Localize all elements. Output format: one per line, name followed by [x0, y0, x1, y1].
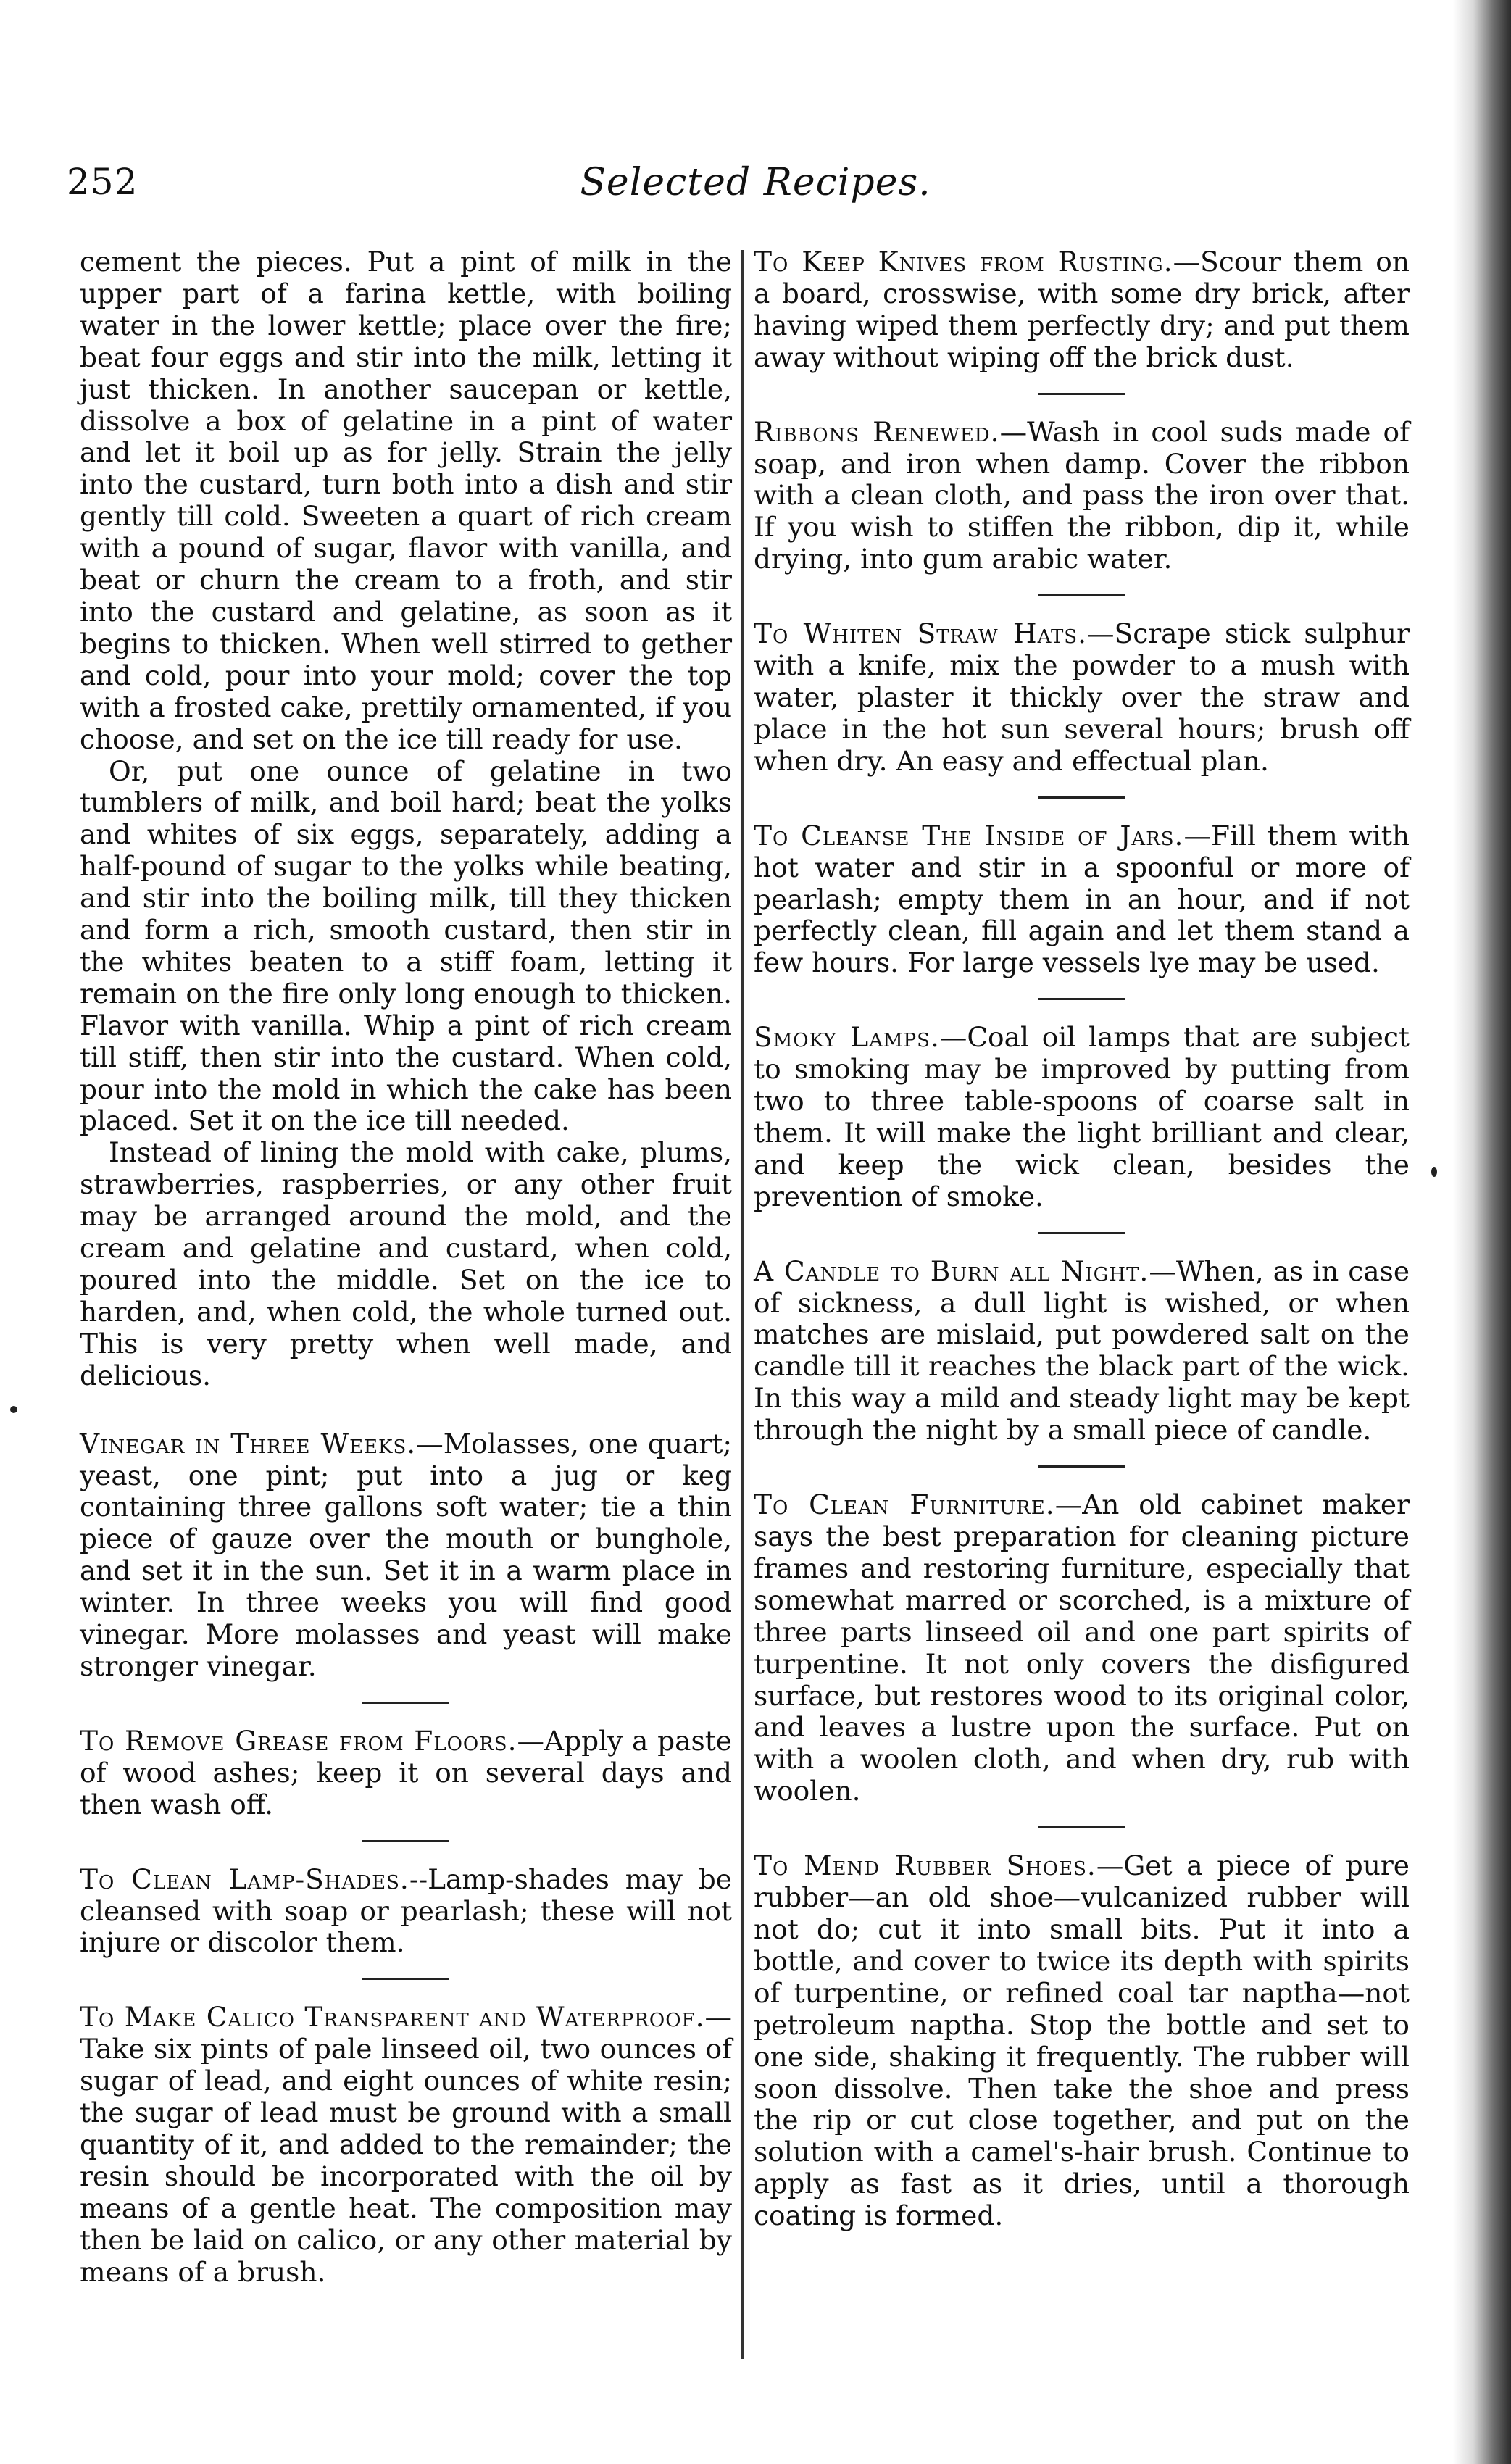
recipe-vinegar: [80, 1428, 732, 1683]
separator-rule: [1038, 796, 1125, 799]
recipe-title: To Mend Rubber Shoes.: [754, 1849, 1096, 1882]
recipe-keep-knives: [754, 246, 1410, 374]
section-gap: [80, 1392, 732, 1428]
separator-rule: [1038, 393, 1125, 395]
recipe-calico-waterproof: [80, 2002, 732, 2288]
recipe-remove-grease: [80, 1726, 732, 1821]
recipe-title: Smoky Lamps.: [754, 1021, 940, 1054]
recipe-body: —Scour them on a board, crosswise, with some dry brick, after having wiped them perfectly dry; and put them away without wiping off the brick dust.: [754, 246, 1410, 373]
recipe-body: —Wash in cool suds made of soap, and iron when damp. Cover the ribbon with a clean cloth, and pass the iron over that. If you wish to stiffen the ribbon, dip it, while drying, into gum arabic water.: [754, 415, 1410, 575]
recipe-body: —When, as in case of sickness, a dull light is wished, or when matches are mislaid, put powdered salt on the candle till it reaches the black part of the wick. In this way a mild and steady light may be kept through the night by a small piece of candle.: [754, 1254, 1410, 1447]
page-number: 252: [67, 161, 138, 203]
separator-rule: [362, 1702, 449, 1704]
separator-rule: [1038, 594, 1125, 596]
recipe-body: —Scrape stick sulphur with a knife, mix the powder to a mush with water, plaster it thickly over the straw and place in the hot sun several hours; brush off when dry. An easy and effectual plan.: [754, 617, 1410, 777]
recipe-body: —An old cabinet maker says the best preparation for cleaning picture frames and restoring furniture, especially that somewhat marred or scorched, is a mixture of three parts linseed oil and one part spirits of turpentine. It not only covers the disfigured surface, but restores wood to its original color, and leaves a lustre upon the surface. Put on with a woolen cloth, and when dry, rub with woolen.: [754, 1489, 1410, 1807]
separator-rule: [1038, 1826, 1125, 1828]
separator-rule: [1038, 998, 1125, 1000]
recipe-cleanse-jars: [754, 820, 1410, 980]
recipe-body: —Get a piece of pure rubber—an old shoe—vulcanized rubber will not do; cut it into small bits. Put it into a bottle, and cover to twice its depth with spirits of turpentine, or refined coal tar naptha—not petroleum naptha. Stop the bottle and set to one side, shaking it frequently. The rubber will soon dissolve. Then take the shoe and press the rip or cut close together, and put on the solution with a camel's-hair brush. Continue to apply as fast as it dries, until a thorough coating is formed.: [754, 1849, 1410, 2232]
recipe-body: —Take six pints of pale linseed oil, two ounces of sugar of lead, and eight ounces of white resin; the sugar of lead must be ground with a small quantity of it, and added to the remainder; the resin should be incorporated with the oil by means of a gentle heat. The composition may then be laid on calico, or any other material by means of a brush.: [80, 2001, 732, 2288]
recipe-title: Ribbons Renewed.: [754, 415, 1000, 448]
column-divider: [741, 250, 744, 2359]
right-column: [754, 246, 1410, 2232]
continued-paragraph: Or, put one ounce of gelatine in two tumblers of milk, and boil hard; beat the yolks and whites of six eggs, separately, adding a half-pound of sugar to the yolks while beating, and stir into the boiling milk, till they thicken and form a rich, smooth custard, then stir in the whites beaten to a stiff foam, letting it remain on the fire only long enough to thicken. Flavor with vanilla. Whip a pint of rich cream till stiff, then stir into the custard. When cold, pour into the mold in which the cake has been placed. Set it on the ice till needed.: [80, 754, 732, 1137]
recipe-mend-rubber-shoes: [754, 1850, 1410, 2232]
ink-speck: [10, 1406, 17, 1413]
recipe-title: To Whiten Straw Hats.: [754, 617, 1088, 650]
recipe-title: To Keep Knives from Rusting.: [754, 246, 1173, 278]
page-header: [0, 161, 1511, 219]
recipe-body: —Molasses, one quart; yeast, one pint; put into a jug or keg containing three gallons soft water; tie a thin piece of gauze over the mouth or bunghole, and set it in the sun. Set it in a warm place in winter. In three weeks you will find good vinegar. More molasses and yeast will make stronger vinegar.: [80, 1427, 732, 1682]
recipe-title: To Remove Grease from Floors.: [80, 1724, 517, 1757]
continued-paragraph: Instead of lining the mold with cake, plums, strawberries, raspberries, or any other fruit may be arranged around the mold, and the cream and gelatine and custard, when cold, poured into the middle. Set on the ice to harden, and, when cold, the whole turned out. This is very pretty when well made, and delicious.: [80, 1136, 732, 1391]
recipe-title: A Candle to Burn all Night.: [754, 1254, 1149, 1287]
recipe-clean-furniture: [754, 1489, 1410, 1807]
running-title: Selected Recipes.: [580, 161, 931, 204]
ink-speck: [1431, 1167, 1437, 1177]
left-column: [80, 246, 732, 2288]
recipe-whiten-straw-hats: [754, 618, 1410, 778]
continued-paragraph: cement the pieces. Put a pint of milk in the upper part of a farina kettle, with boiling water in the lower kettle; place over the fire; beat four eggs and stir into the milk, letting it just thicken. In another saucepan or kettle, dissolve a box of gelatine in a pint of water and let it boil up as for jelly. Strain the jelly into the custard, turn both into a dish and stir gently till cold. Sweeten a quart of rich cream with a pound of sugar, flavor with vanilla, and beat or churn the cream to a froth, and stir into the custard and gelatine, as soon as it begins to thicken. When well stirred to gether and cold, pour into your mold; cover the top with a frosted cake, prettily ornamented, if you choose, and set on the ice till ready for use.: [80, 246, 732, 755]
recipe-title: To Cleanse The Inside of Jars.: [754, 819, 1184, 852]
recipe-title: To Clean Furniture.: [754, 1489, 1055, 1521]
recipe-body: —Fill them with hot water and stir in a spoonful or more of pearlash; empty them in an hour, and if not perfectly clean, fill again and let them stand a few hours. For large vessels lye may be used.: [754, 819, 1410, 979]
separator-rule: [1038, 1465, 1125, 1468]
page-binding-shadow: [1453, 0, 1511, 2464]
separator-rule: [1038, 1232, 1125, 1234]
recipe-title: To Make Calico Transparent and Waterproof.: [80, 2001, 705, 2034]
recipe-candle-all-night: [754, 1256, 1410, 1447]
separator-rule: [362, 1978, 449, 1980]
recipe-body: —Apply a paste of wood ashes; keep it on several days and then wash off.: [80, 1724, 732, 1820]
recipe-body: —Coal oil lamps that are subject to smoking may be improved by putting from two to three table-spoons of coarse salt in them. It will make the light brilliant and clear, and keep the wick clean, besides the prevention of smoke.: [754, 1021, 1410, 1212]
recipe-body: --Lamp-shades may be cleansed with soap or pearlash; these will not injure or discolor them.: [80, 1862, 732, 1959]
recipe-smoky-lamps: [754, 1022, 1410, 1212]
separator-rule: [362, 1840, 449, 1842]
recipe-clean-lamp-shades: [80, 1864, 732, 1960]
recipe-title: To Clean Lamp-Shades.: [80, 1862, 409, 1895]
recipe-title: Vinegar in Three Weeks.: [80, 1427, 417, 1460]
recipe-ribbons-renewed: [754, 417, 1410, 576]
